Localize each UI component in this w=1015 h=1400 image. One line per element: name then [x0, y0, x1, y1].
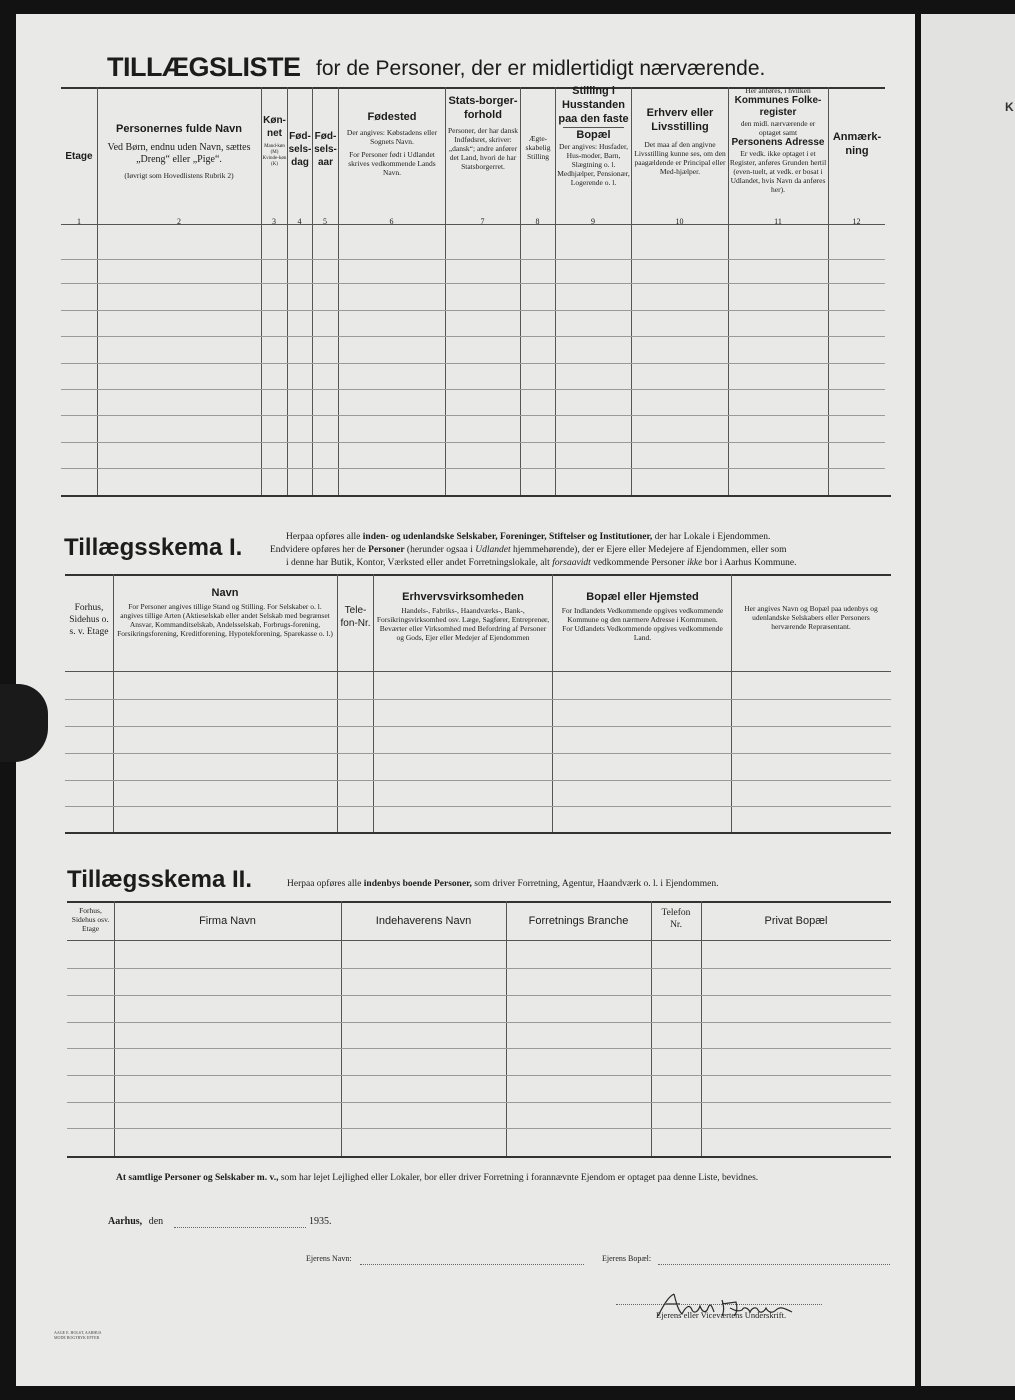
- col-number: 7: [480, 217, 485, 226]
- printer-imprint: AAGE E. HOLST, AARHUS MODE BOGTRYK EFTER: [54, 1330, 102, 1340]
- date-line: Aarhus, den: [108, 1216, 164, 1227]
- s2-col-branch: Forretnings Branche: [528, 915, 629, 927]
- col-number: 11: [774, 217, 782, 226]
- owner-name-label: Ejerens Navn:: [306, 1254, 352, 1263]
- s2-col-firm: Firma Navn: [199, 915, 256, 927]
- adjacent-page: [921, 14, 1015, 1386]
- owner-name-field: [360, 1264, 584, 1265]
- owner-address-label: Ejerens Bopæl:: [602, 1254, 652, 1263]
- adjacent-page-text: K: [1005, 100, 1014, 114]
- s2-col-owner: Indehaverens Navn: [375, 915, 472, 927]
- col-number: 4: [297, 217, 302, 226]
- s2-col-etage: Forhus, Sidehus osv. Etage: [71, 906, 110, 933]
- owner-address-field: [658, 1264, 890, 1265]
- year: 1935.: [309, 1216, 332, 1227]
- census-form-page: [16, 14, 915, 1386]
- col-number: 2: [177, 217, 181, 226]
- col-number: 5: [323, 217, 327, 226]
- col-number: 6: [389, 217, 394, 226]
- col-number: 8: [535, 217, 540, 226]
- form-title: TILLÆGSLISTE: [107, 52, 301, 82]
- col-number: 12: [852, 217, 861, 226]
- col-number: 3: [272, 217, 276, 226]
- col-household-header: Stilling i Husstanden paa den faste Bopæl Der angives: Husfader, Hus-moder, Barn, Slægtning o. l. Medhjælper, Pensionær, Logerende o. l.: [557, 85, 630, 187]
- s1-col-etage: Forhus, Sidehus o. s. v. Etage: [69, 603, 109, 637]
- s1-col-residence: Bopæl eller Hjemsted For Indlandets Vedkommende opgives vedkommende Kommune og den nærmere Adresse i Kommunen. For Udlandets Vedkommende opgives vedkommende Land.: [561, 591, 724, 642]
- s2-col-private-address: Privat Bopæl: [764, 915, 828, 927]
- col-register-header: Her anføres, i hvilken Kommunes Folke-register den midl. nærværende er optaget samt Personens Adresse Er vedk. ikke optaget i et Register, anføres Grunden hertil (even-tuelt, at vedk. er bosat i Udlandet, hvis Navn da anføres her).: [729, 86, 827, 194]
- schema2-title: Tillægsskema II.: [67, 866, 252, 893]
- col-occupation-header: Erhverv eller Livsstilling Det maa af den angivne Livsstilling kunne ses, om den paagældende er Principal eller Med-hjælper.: [634, 107, 726, 176]
- col-number: 9: [591, 217, 595, 226]
- attestation-statement: At samtlige Personer og Selskaber m. v., som har lejet Lejlighed eller Lokaler, bor eller driver Forretning i forannævnte Ejendom er optaget paa denne Liste, bevidnes.: [116, 1173, 759, 1183]
- s1-col-business: Erhvervsvirksomheden Handels-, Fabriks-, Haandværks-, Bank-, Forsikringsvirksomhed osv. Læge, Sagfører, Entreprenør, Beværter eller Virksomhed med Befordring af Personer og Gods, Ejer eller Medejer af Ejendommen: [376, 591, 550, 642]
- col-number: 1: [77, 217, 81, 226]
- schema1-title: Tillægsskema I.: [64, 534, 243, 561]
- col-gender-header: Køn-net Mand-køn (M) Kvinde-køn (K): [262, 115, 287, 167]
- s1-col-name: Navn For Personer angives tillige Stand og Stilling. For Selskaber o. l. angives tillige Arten (Aktieselskab eller andet Selskab med begrænset Ansvar, Kommanditselskab, Andelsselskab, Forbrugs-forening, Forsikringsforening, Kreditforening, Hypotekforening, Sparekasse o. l.): [117, 587, 333, 638]
- s2-col-phone: Telefon Nr.: [661, 908, 691, 930]
- signature-label: Ejerens eller Viceværtens Underskrift.: [656, 1310, 787, 1320]
- col-remarks-header: Anmærk-ning: [832, 131, 882, 157]
- col-birthplace-header: Fødested Der angives: Købstadens eller Sognets Navn. For Personer født i Udlandet skrives vedkommende Lands Navn.: [346, 111, 438, 177]
- s1-col-representative: Her angives Navn og Bopæl paa udenbys og udenlandske Selskabers eller Personers herværende Repræsentant.: [744, 604, 878, 631]
- form-subtitle: for de Personer, der er midlertidigt nærværende.: [316, 57, 766, 80]
- s1-col-phone: Tele-fon-Nr.: [340, 605, 371, 629]
- schema2-intro: Herpaa opføres alle indenbys boende Personer, som driver Forretning, Agentur, Haandværk o. l. i Ejendommen.: [287, 879, 719, 889]
- col-etage-header: Etage: [65, 151, 93, 162]
- col-citizenship-header: Stats-borger-forhold Personer, der har dansk Indfødsret, skriver: „dansk“; andre anfører det Land, hvori de har Statsborgerret.: [447, 95, 519, 171]
- col-marital-header: Ægte-skabelig Stilling: [525, 134, 551, 161]
- col-birthyear-header: Fød-sels-aar: [314, 131, 337, 168]
- col-name-header: Personernes fulde Navn Ved Børn, endnu uden Navn, sættes „Dreng“ eller „Pige“. (Iøvrigt som Hovedlistens Rubrik 2): [107, 123, 251, 180]
- schema1-intro: Herpaa opføres alle inden- og udenlandske Selskaber, Foreninger, Stiftelser og Institutioner, der har Lokale i Ejendommen. Endvidere opføres her de Personer (herunder ogsaa i Udlandet hjemmehørende), der er Ejere eller Medejere af Ejendommen, eller som i denne har Butik, Kontor, Værksted eller andet Forretningslokale, alt forsaavidt vedkommende Personer ikke bor i Aarhus Kommune.: [270, 532, 797, 568]
- col-birthday-header: Fød-sels-dag: [288, 131, 312, 168]
- col-number: 10: [675, 217, 684, 226]
